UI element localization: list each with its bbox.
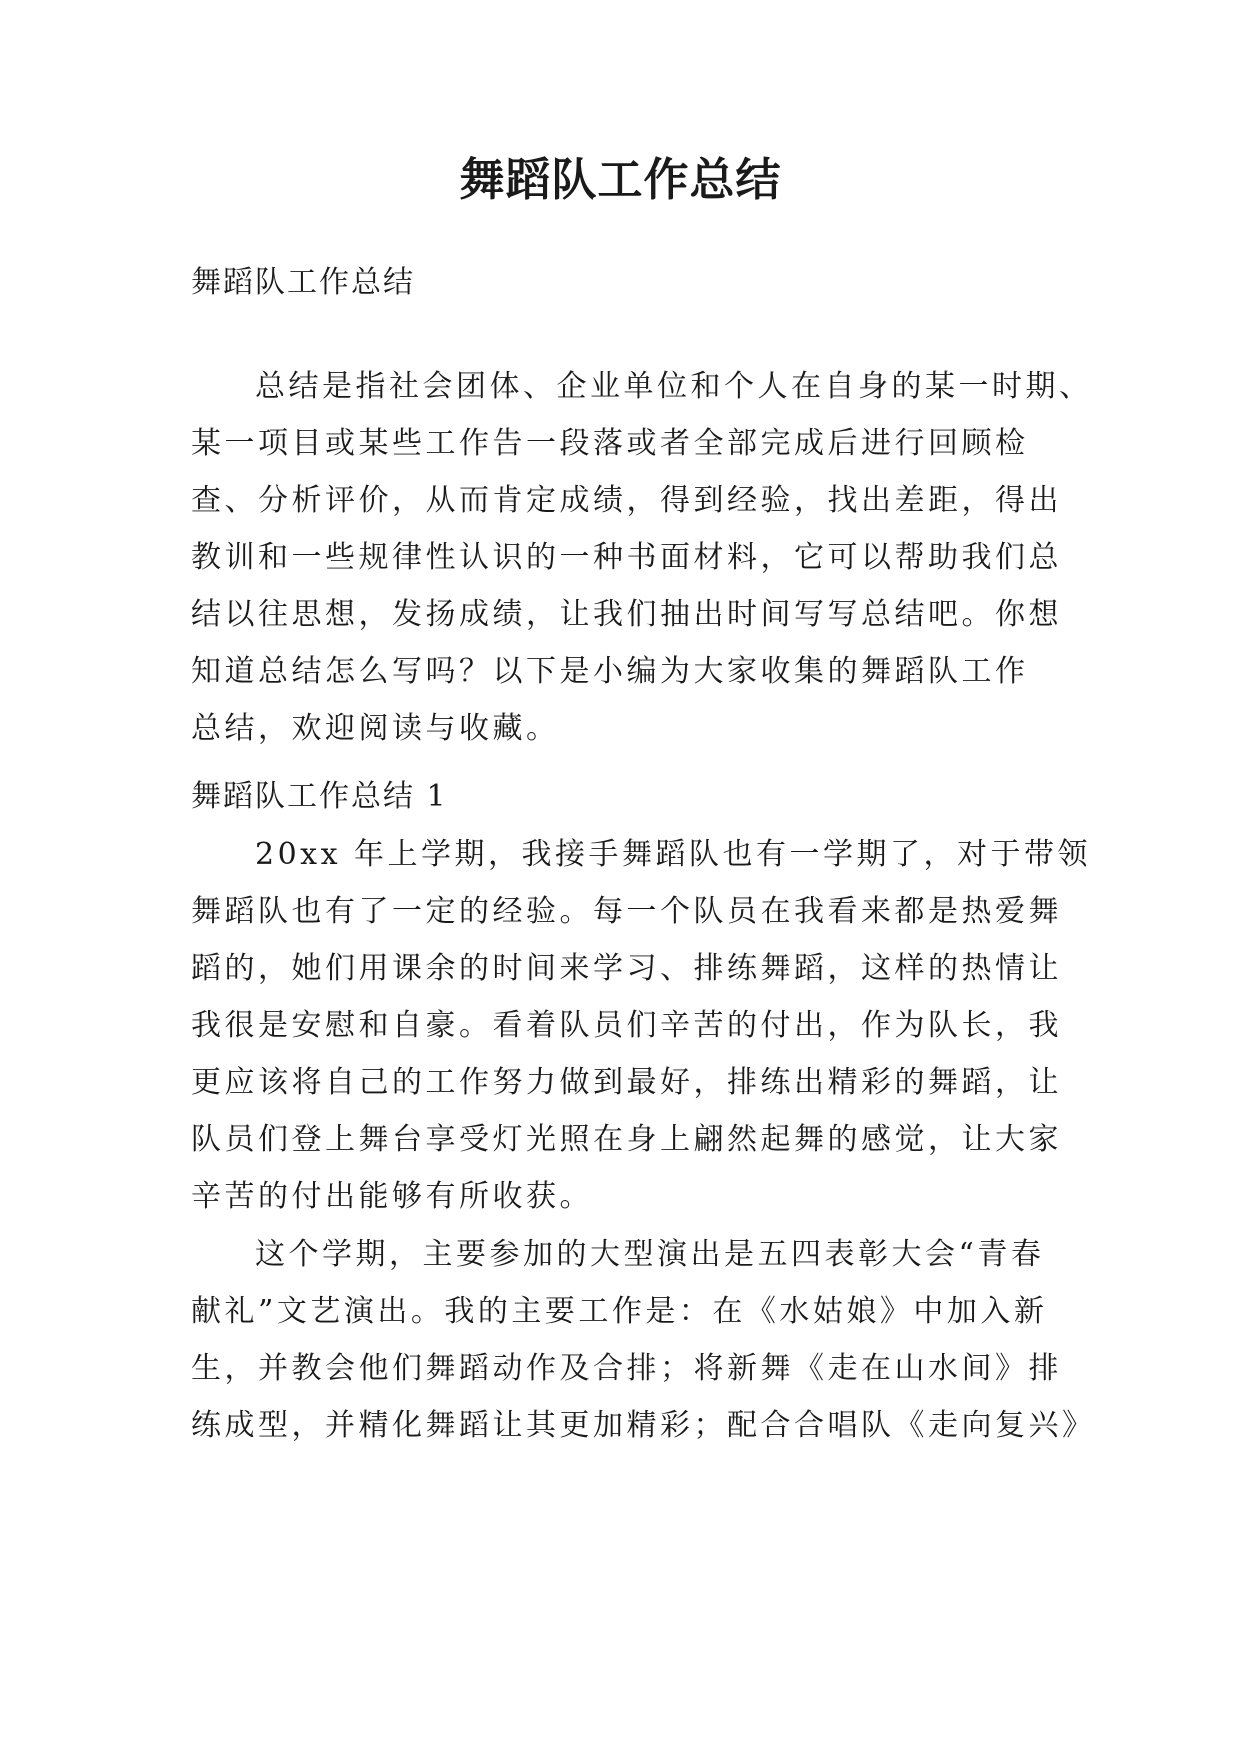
paragraph-line: 练成型，并精化舞蹈让其更加精彩；配合合唱队《走向复兴》 [191, 1408, 1096, 1443]
section1-paragraph-1 [191, 826, 1092, 1225]
paragraph-line: 献礼”文艺演出。我的主要工作是：在《水姑娘》中加入新 [191, 1294, 1048, 1329]
paragraph-line: 知道总结怎么写吗？以下是小编为大家收集的舞蹈队工作 [191, 654, 1029, 689]
document-subtitle: 舞蹈队工作总结 [191, 265, 415, 300]
paragraph-line: 蹈的，她们用课余的时间来学习、排练舞蹈，这样的热情让 [191, 951, 1062, 986]
paragraph-line: 总结，欢迎阅读与收藏。 [191, 711, 560, 746]
paragraph-line: 结以往思想，发扬成绩，让我们抽出时间写写总结吧。你想 [191, 597, 1062, 632]
paragraph-line: 20xx 年上学期，我接手舞蹈队也有一学期了，对于带领 [255, 837, 1092, 872]
section1-paragraph-2 [191, 1226, 1096, 1454]
paragraph-line: 辛苦的付出能够有所收获。 [191, 1179, 593, 1214]
paragraph-line: 教训和一些规律性认识的一种书面材料，它可以帮助我们总 [191, 540, 1062, 575]
intro-paragraph [191, 358, 1093, 757]
paragraph-line: 我很是安慰和自豪。看着队员们辛苦的付出，作为队长，我 [191, 1008, 1062, 1043]
paragraph-line: 生，并教会他们舞蹈动作及合排；将新舞《走在山水间》排 [191, 1351, 1062, 1386]
paragraph-line: 更应该将自己的工作努力做到最好，排练出精彩的舞蹈，让 [191, 1065, 1062, 1100]
section-heading: 舞蹈队工作总结 1 [191, 779, 448, 814]
paragraph-line: 舞蹈队也有了一定的经验。每一个队员在我看来都是热爱舞 [191, 894, 1062, 929]
paragraph-line: 这个学期，主要参加的大型演出是五四表彰大会“青春 [255, 1237, 1045, 1272]
paragraph-line: 总结是指社会团体、企业单位和个人在自身的某一时期、 [255, 369, 1093, 404]
document-title: 舞蹈队工作总结 [459, 153, 782, 206]
paragraph-line: 某一项目或某些工作告一段落或者全部完成后进行回顾检 [191, 426, 1029, 461]
paragraph-line: 查、分析评价，从而肯定成绩，得到经验，找出差距，得出 [191, 483, 1062, 518]
paragraph-line: 队员们登上舞台享受灯光照在身上翩然起舞的感觉，让大家 [191, 1122, 1062, 1157]
